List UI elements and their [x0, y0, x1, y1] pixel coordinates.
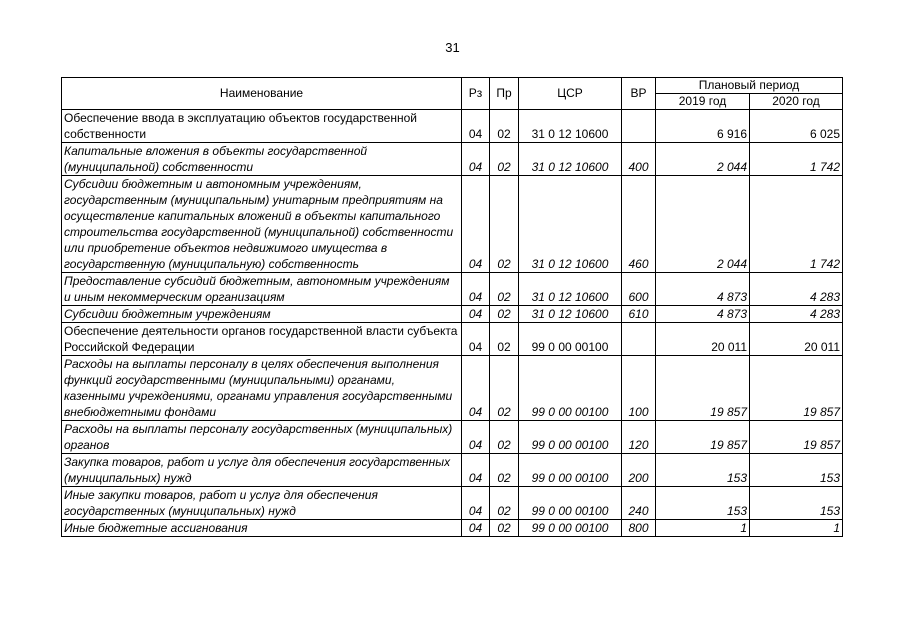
cell-pr: 02: [490, 356, 519, 421]
cell-name: Расходы на выплаты персоналу в целях обеспечения выполнения функций государственными (муниципальными) органами, казенными учреждениями, органами управления государственными внебюджетными фондами: [62, 356, 462, 421]
cell-csr: 99 0 00 00100: [519, 356, 622, 421]
header-pr: Пр: [490, 78, 519, 110]
cell-rz: 04: [462, 306, 490, 323]
cell-vr: 600: [622, 273, 656, 306]
table-body: [62, 110, 843, 537]
budget-table: [61, 77, 843, 537]
cell-rz: 04: [462, 421, 490, 454]
table-row: [62, 110, 843, 143]
cell-vr: 610: [622, 306, 656, 323]
cell-csr: 99 0 00 00100: [519, 487, 622, 520]
cell-csr: 99 0 00 00100: [519, 421, 622, 454]
header-year-2019: 2019 год: [656, 94, 750, 110]
cell-pr: 02: [490, 454, 519, 487]
cell-csr: 99 0 00 00100: [519, 323, 622, 356]
table-row: [62, 306, 843, 323]
cell-vr: 100: [622, 356, 656, 421]
cell-name: Обеспечение ввода в эксплуатацию объектов государственной собственности: [62, 110, 462, 143]
cell-rz: 04: [462, 323, 490, 356]
cell-2019: 153: [656, 487, 750, 520]
cell-vr: 800: [622, 520, 656, 537]
header-rz: Рз: [462, 78, 490, 110]
cell-2020: 153: [750, 454, 843, 487]
cell-name: Субсидии бюджетным учреждениям: [62, 306, 462, 323]
cell-2020: 6 025: [750, 110, 843, 143]
cell-csr: 99 0 00 00100: [519, 454, 622, 487]
cell-rz: 04: [462, 273, 490, 306]
cell-csr: 31 0 12 10600: [519, 306, 622, 323]
cell-2020: 19 857: [750, 421, 843, 454]
cell-2019: 6 916: [656, 110, 750, 143]
cell-2019: 19 857: [656, 356, 750, 421]
cell-rz: 04: [462, 520, 490, 537]
cell-pr: 02: [490, 176, 519, 273]
cell-2020: 19 857: [750, 356, 843, 421]
cell-vr: 120: [622, 421, 656, 454]
table-row: [62, 176, 843, 273]
table-row: [62, 487, 843, 520]
cell-vr: 200: [622, 454, 656, 487]
page-number: 31: [445, 40, 460, 55]
cell-vr: [622, 323, 656, 356]
cell-2019: 2 044: [656, 143, 750, 176]
cell-pr: 02: [490, 323, 519, 356]
cell-2020: 20 011: [750, 323, 843, 356]
cell-2019: 20 011: [656, 323, 750, 356]
cell-2020: 1 742: [750, 176, 843, 273]
cell-csr: 31 0 12 10600: [519, 176, 622, 273]
cell-pr: 02: [490, 520, 519, 537]
table-row: [62, 323, 843, 356]
cell-name: Капитальные вложения в объекты государственной (муниципальной) собственности: [62, 143, 462, 176]
cell-2019: 4 873: [656, 273, 750, 306]
cell-pr: 02: [490, 421, 519, 454]
cell-csr: 31 0 12 10600: [519, 143, 622, 176]
cell-2020: 4 283: [750, 306, 843, 323]
cell-pr: 02: [490, 487, 519, 520]
cell-name: Иные закупки товаров, работ и услуг для обеспечения государственных (муниципальных) нужд: [62, 487, 462, 520]
cell-pr: 02: [490, 110, 519, 143]
table-row: [62, 421, 843, 454]
cell-name: Закупка товаров, работ и услуг для обеспечения государственных (муниципальных) нужд: [62, 454, 462, 487]
header-planned-period: Плановый период: [656, 78, 843, 94]
cell-rz: 04: [462, 143, 490, 176]
cell-pr: 02: [490, 273, 519, 306]
cell-2019: 1: [656, 520, 750, 537]
cell-pr: 02: [490, 306, 519, 323]
cell-name: Обеспечение деятельности органов государственной власти субъекта Российской Федерации: [62, 323, 462, 356]
header-vr: ВР: [622, 78, 656, 110]
cell-vr: 240: [622, 487, 656, 520]
cell-2019: 4 873: [656, 306, 750, 323]
cell-csr: 31 0 12 10600: [519, 110, 622, 143]
cell-2020: 1: [750, 520, 843, 537]
cell-csr: 99 0 00 00100: [519, 520, 622, 537]
cell-2019: 153: [656, 454, 750, 487]
cell-rz: 04: [462, 454, 490, 487]
header-name: Наименование: [62, 78, 462, 110]
table-row: [62, 454, 843, 487]
cell-2020: 153: [750, 487, 843, 520]
cell-rz: 04: [462, 487, 490, 520]
table-row: [62, 520, 843, 537]
cell-vr: 400: [622, 143, 656, 176]
cell-2019: 19 857: [656, 421, 750, 454]
header-csr: ЦСР: [519, 78, 622, 110]
cell-rz: 04: [462, 110, 490, 143]
cell-name: Субсидии бюджетным и автономным учреждениям, государственным (муниципальным) унитарным предприятиям на осуществление капитальных вложений в объекты капитального строительства государственной (муниципальной) собственности или приобретение объектов недвижимого имущества в государственную (муниципальную) собственность: [62, 176, 462, 273]
cell-2019: 2 044: [656, 176, 750, 273]
cell-rz: 04: [462, 356, 490, 421]
cell-name: Предоставление субсидий бюджетным, автономным учреждениям и иным некоммерческим организациям: [62, 273, 462, 306]
cell-2020: 4 283: [750, 273, 843, 306]
cell-pr: 02: [490, 143, 519, 176]
cell-rz: 04: [462, 176, 490, 273]
cell-csr: 31 0 12 10600: [519, 273, 622, 306]
table-row: [62, 143, 843, 176]
header-year-2020: 2020 год: [750, 94, 843, 110]
table-row: [62, 356, 843, 421]
cell-vr: 460: [622, 176, 656, 273]
cell-2020: 1 742: [750, 143, 843, 176]
cell-vr: [622, 110, 656, 143]
cell-name: Иные бюджетные ассигнования: [62, 520, 462, 537]
table-row: [62, 273, 843, 306]
cell-name: Расходы на выплаты персоналу государственных (муниципальных) органов: [62, 421, 462, 454]
